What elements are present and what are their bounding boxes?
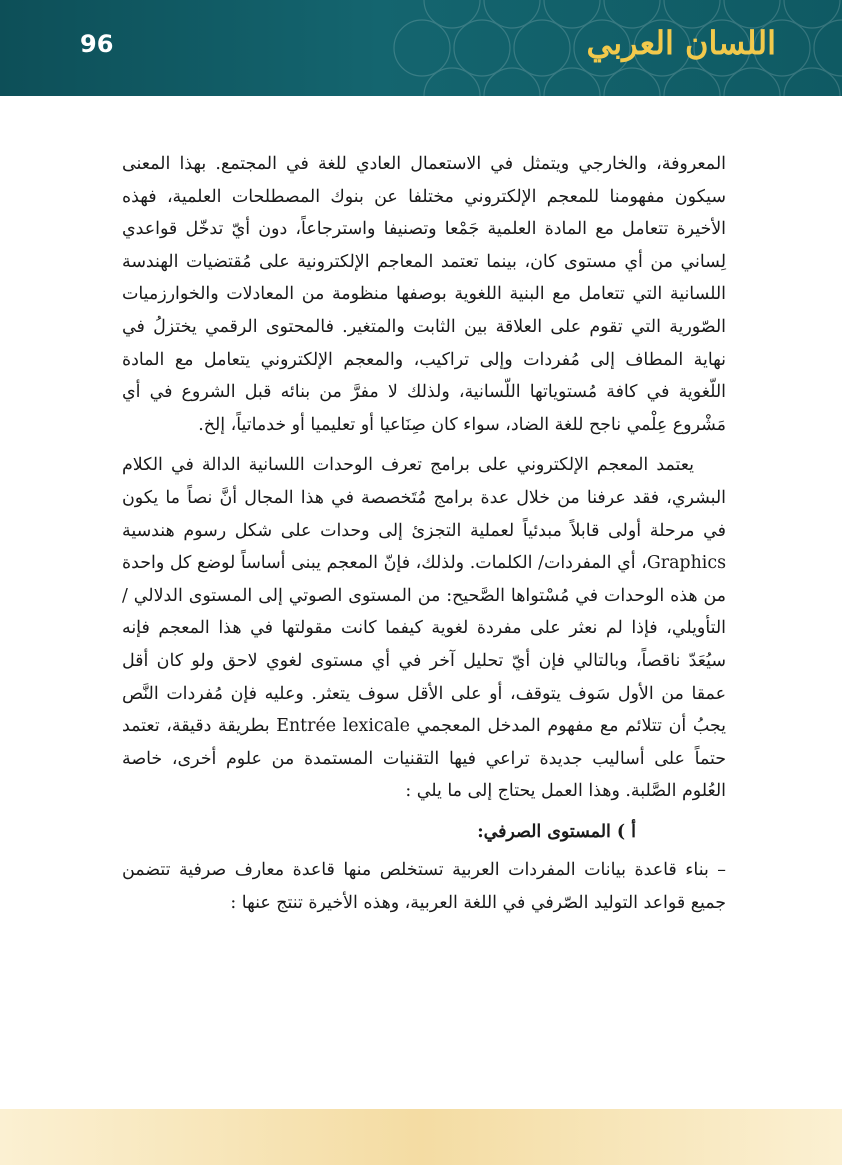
article-body: [122, 148, 726, 920]
page-footer-band: [0, 1109, 842, 1165]
journal-logo: اللسان العربي: [586, 24, 776, 62]
paragraph-2: يعتمد المعجم الإلكتروني على برامج تعرف الوحدات اللسانية الدالة في الكلام البشري، فقد عرفنا من خلال عدة برامج مُتَخصصة في هذا المجال أنَّ نصاً ما يكون في مرحلة أولى قابلاً مبدئياً لعملية التجزئ إلى وحدات على شكل رسوم هندسية Graphics، أي المفردات/ الكلمات. ولذلك، فإنّ المعجم يبنى أساساً لوضع كل واحدة من هذه الوحدات في مُسْتواها الصَّحيح: من المستوى الصوتي إلى المستوى الدلالي / التأويلي، فإذا لم نعثر على مفردة لغوية كيفما كانت مقولتها في هذا المعجم فإنه سيُعَدّ ناقصاً، وبالتالي فإن أيّ تحليل آخر في أي مستوى لغوي لاحق ولو كان أقل عمقا من الأول سَوف يتوقف، أو على الأقل سوف يتعثر. وعليه فإن مُفردات النَّص يجبُ أن تتلائم مع مفهوم المدخل المعجمي Entrée lexicale بطريقة دقيقة، تعتمد حتماً على أساليب جديدة تراعي فيها التقنيات المستمدة من علوم أخرى، خاصة العُلوم الصَّلبة. وهذا العمل يحتاج إلى ما يلي :: [122, 455, 726, 802]
page-number: 96: [80, 30, 114, 58]
section-heading: أ ) المستوى الصرفي:: [477, 821, 636, 842]
page-header: [0, 0, 842, 96]
paragraph-3: – بناء قاعدة بيانات المفردات العربية تستخلص منها قاعدة معارف صرفية تتضمن جميع قواعد التوليد الصّرفي في اللغة العربية، وهذه الأخيرة تنتج عنها :: [122, 860, 726, 914]
paragraph-1: المعروفة، والخارجي ويتمثل في الاستعمال العادي للغة في المجتمع. بهذا المعنى سيكون مفهومنا للمعجم الإلكتروني مختلفا عن بنوك المصطلحات العلمية، فهذه الأخيرة تتعامل مع المادة العلمية جَمْعا وتصنيفا واسترجاعاً، دون أيّ تدخّل قواعدي لِساني من أي مستوى كان، بينما تعتمد المعاجم الإلكترونية على مُقتضيات الهندسة اللسانية التي تتعامل مع البنية اللغوية بوصفها منظومة من المعادلات والخوارزميات الصّورية التي تقوم على العلاقة بين الثابت والمتغير. فالمحتوى الرقمي يختزلُ في نهاية المطاف إلى مُفردات وإلى تراكيب، والمعجم الإلكتروني يتعامل مع المادة اللّغوية في كافة مُستوياتها اللّسانية، ولذلك لا مفرَّ من بنائه قبل الشروع في أي مَشْروع عِلْمي ناجح للغة الضاد، سواء كان صِنَاعيا أو تعليميا أو خدماتياً، إلخ.: [122, 154, 726, 435]
